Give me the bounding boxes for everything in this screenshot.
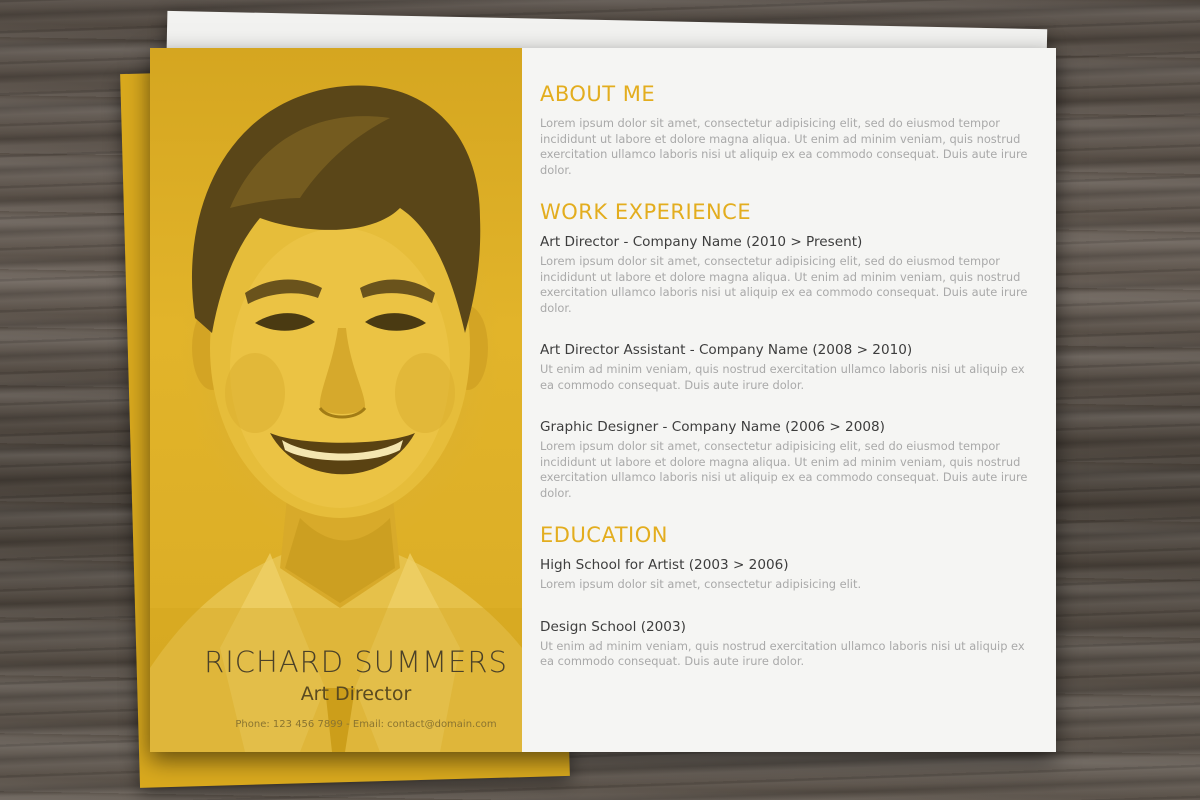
education-entry	[540, 557, 1032, 593]
education-section	[540, 523, 1032, 670]
education-description: Ut enim ad minim veniam, quis nostrud exercitation ullamco laboris nisi ut aliquip ex ea commodo consequat. Duis aute irure dolor.	[540, 638, 1025, 668]
person-name: RICHARD SUMMERS	[204, 645, 508, 679]
contact-line: Phone: 123 456 7899 - Email: contact@domain.com	[235, 719, 497, 730]
job-title: Graphic Designer - Company Name (2006 > 2008)	[540, 419, 885, 435]
about-section	[540, 82, 1032, 178]
resume-content	[522, 48, 1056, 752]
job-title: Art Director Assistant - Company Name (2008 > 2010)	[540, 342, 913, 358]
about-heading: ABOUT ME	[540, 82, 656, 106]
resume-sheet	[150, 48, 1056, 752]
work-section	[540, 200, 1032, 501]
job-entry	[540, 342, 1032, 393]
job-title: Art Director - Company Name (2010 > Present)	[540, 234, 863, 250]
job-description: Ut enim ad minim veniam, quis nostrud exercitation ullamco laboris nisi ut aliquip ex ea commodo consequat. Duis aute irure dolor.	[540, 362, 1025, 392]
job-description: Lorem ipsum dolor sit amet, consectetur adipisicing elit, sed do eiusmod tempor incididunt ut labore et dolore magna aliqua. Ut enim ad minim veniam, quis nostrud exercitation ullamco laboris nisi ut aliquip ex ea commodo consequat. Duis aute irure dolor.	[540, 439, 1028, 500]
photo-panel	[150, 48, 522, 752]
person-role: Art Director	[300, 683, 412, 705]
education-title: High School for Artist (2003 > 2006)	[540, 557, 789, 573]
job-entry	[540, 234, 1032, 316]
about-text: Lorem ipsum dolor sit amet, consectetur adipisicing elit, sed do eiusmod tempor incididunt ut labore et dolore magna aliqua. Ut enim ad minim veniam, quis nostrud exercitation ullamco laboris nisi ut aliquip ex ea commodo consequat. Duis aute irure dolor.	[540, 116, 1028, 177]
education-heading: EDUCATION	[540, 523, 668, 547]
job-entry	[540, 419, 1032, 501]
name-block	[150, 645, 522, 730]
education-description: Lorem ipsum dolor sit amet, consectetur adipisicing elit.	[540, 577, 862, 591]
education-title: Design School (2003)	[540, 618, 686, 635]
work-heading: WORK EXPERIENCE	[540, 200, 752, 224]
education-entry	[540, 619, 1032, 670]
job-description: Lorem ipsum dolor sit amet, consectetur adipisicing elit, sed do eiusmod tempor incididunt ut labore et dolore magna aliqua. Ut enim ad minim veniam, quis nostrud exercitation ullamco laboris nisi ut aliquip ex ea commodo consequat. Duis aute irure dolor.	[540, 254, 1028, 315]
